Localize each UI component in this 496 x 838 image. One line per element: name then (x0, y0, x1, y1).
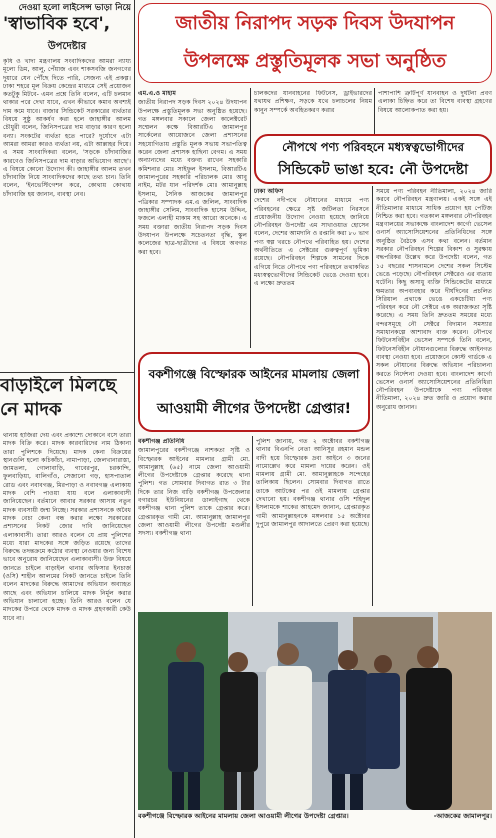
top-left-headline-line2: 'স্বাভাবিক হবে', (3, 14, 111, 34)
arrest-photo-caption: বকশীগঞ্জে বিস্ফোরক আইনের মামলায় জেলা আওয়ামী লীগের উপদেষ্টা গ্রেপ্তার। (138, 812, 349, 820)
syndicate-title-box (254, 134, 492, 184)
syndicate-col1 (254, 188, 369, 348)
main-story-title-line1: জাতীয় নিরাপদ সড়ক দিবস উদযাপন (175, 12, 455, 34)
left-lower-body: থানায় হাজিরা দেয় এবং প্রকাশ্যে দোকানে বসে তারা মাদক বিক্রি করে। মাদক কারবারিদের নাম ঠিকানা তারা পুলিশকে দিয়েছে। মাদক কেনা বিক্রয়ের স্থানগুলি হলো কচিকাঁচা, নামাপাড়া, জেলখানারাস্তা, জামতলা, গোলাবাড়ি, গাবেরপুর, চরকান্দি, ফুলবাড়িয়া, বালিগাঁও, সেজানো গড়, হাসপাতাল রোড এবং নবাবগঞ্জ, মিরপাড়া ও নবাবগঞ্জ এলাকায় মাদক বেশি পাওয়া যায় বলে এলাকাবাসী জানিয়েছেন। বর্তমানে আবার সরকার আসায় নতুন মাদক ব্যবসায়ী জন্ম নিচ্ছে। সরকার প্রশাসনকে অবৈধ মাদক বেচা কেনা বন্ধ করার লক্ষ্যে সরকারের প্রশাসনের নিকট জোর দাবি জানিয়েছেন এলাকাবাসী। তারা আরও বলেন যে প্রায় পুলিশের মধ্যে যারা মাদকের সঙ্গে জড়িত রয়েছে তাদের বিরুদ্ধে তদন্তক্রমে কঠোর ব্যবস্থা নেওয়ার জন্য বিশেষ ভাবে অনুরোধ জানিয়েছেন এলাকাবাসী। উক্ত বিষয়ে জানতে চাইলে বাড়াইল থানার অফিসার ইনচার্জ (ওসি) শাহীন আলমের নিকট জানতে চাইলে তিনি বলেন মাদকের বিরুদ্ধে আমাদের অভিযান অব্যাহত আছে এবং অভিযান চালিয়ে মাদক নির্মূল করার অভিযান চালানো হচ্ছে। তিনি আরও বলেন যে মাদকের উপরে থেকে মাদক ও মাদক গ্রহণকারী কেউ যাবে না। (3, 432, 131, 622)
arrest-col2: পুলিশ জানায়, গত ২ অক্টোবর বকশীগঞ্জ থানার বিএনপি নেতা আনিসুর রহমান মন্ডল বাদী হয়ে বিস্ফোরক দ্রব্য আইনে ৩ জনের নামোল্লেখ করে মামলা দায়ের করেন। ওই মামলায় গ্রামী মো. আমানুল্লাহকে সন্দেহের তালিকায় ছিলেন। সোমবার দিবাগত রাতে তাকে আটকের পর ওই মামলায় গ্রেপ্তার দেখানো হয়। বকশীগঞ্জ থানার ওসি শহিদুল ইসলামকে শাকের আহমেদ জানান, গ্রেপ্তারকৃত গামী আমানুল্লাহনকে মঙ্গলবার ১৫ অক্টোবর দুপুরে জামালপুর আদালতে প্রেরণ করা হয়েছে। (256, 438, 370, 528)
left-lower-headline-line1: বাড়াইলে মিলছে (0, 376, 117, 396)
main-story-col1 (138, 90, 247, 348)
arrest-photo-credit: -আজকের জামালপুর। (433, 812, 492, 820)
arrest-photo (138, 612, 492, 810)
arrest-dateline: বকশীগঞ্জ প্রতিনিধি (138, 438, 185, 445)
arrest-col1-text: জামালপুরের বকশীগঞ্জে নাশকতা সৃষ্টি ও বিস্ফোরক আইনের মামলার গ্রামী মো. আমানুল্লাহ (৬৫) নামে জেলা আওয়ামী লীগের উপদেষ্টাকে গ্রেপ্তার করেছে থানা পুলিশ। গত সোমবার দিবাগত রাত ৩ টার দিকে তার নিজ বাড়ি বকশীগঞ্জ উপজেলার বগারচর ইউনিয়নের ডালাইগাছ থেকে বকশীগঞ্জ থানা পুলিশ তাকে গ্রেপ্তার করে। গ্রেপ্তারকৃত গামী মো. আমানুল্লাহ জামালপুর জেলা আওয়ামী লীগের উপদেষ্টা মণ্ডলীর সদস্য। বকশীগঞ্জ থানা (138, 447, 250, 538)
syndicate-title-line2: সিন্ডিকেট ভাঙা হবে: নৌ উপদেষ্টা (277, 162, 469, 178)
left-divider (0, 372, 134, 373)
main-story-col1-text: জাতীয় নিরাপদ সড়ক দিবস ২০২৪ উদযাপন উপলক্ষে প্রস্তুতিমূলক সভা অনুষ্ঠিত হয়েছে। গত মঙ্গলবার সকালে জেলা কালেক্টরেট সম্মেলন কক্ষে বিআরটিএ জামালপুর সার্কেলের আয়োজনে জেলা প্রশাসনের সহযোগিতায় প্রস্তুতি মূলক সভায় সভাপতিত্ব করেন জেলা প্রশাসক হাছিনা বেগম। এ সময় অন্যান্যদের মধ্যে বক্তব্য রাখেন সহকারি কমিশনার মোঃ সাইফুল ইসলাম, বিআরটিএ জামালপুরের সহকারি পরিচালক মোঃ আবু নাইম, মটর যান পরিদর্শক মোঃ আমানুল্লাহ ইসলাম, সৈনিক আজকের জামালপুর পত্রিকার সম্পাদক এম.এ জলিল, সাংবাদিক জাহাঙ্গীর সেলিম, সাংবাদিক হাসেম উদ্দিন, ফজলে এলাহী মাকাম সহ আরো অনেকে। এ সময় বক্তারা জাতীয় নিরাপদ সড়ক দিবস উদযাপন উপলক্ষে সচেতনতা বৃদ্ধি, স্কুল কলেজের ছাত্র-ছাত্রীদের এ বিষয়ে অবগত করা হবে। (138, 99, 247, 256)
column-rule (134, 0, 135, 838)
arrest-title-line2: আওয়ামী লীগের উপদেষ্টা গ্রেপ্তার! (157, 401, 351, 417)
arrest-title-line1: বকশীগঞ্জে বিস্ফোরক আইনের মামলায় জেলা (148, 367, 360, 381)
main-story-title-line2: উপলক্ষে প্রস্তুতিমূলক সভা অনুষ্ঠিত (183, 50, 447, 72)
main-story-col3: পাশাপাশি ত্রুটিপূর্ণ যানবাহন ও দুর্ঘটনা প্রবণ এলাকা চিহ্নিত করে তা বিশেষ ব্যবস্থা গ্রহণের বিষয়ে আলোকপাত করা হয়। (378, 90, 492, 114)
syndicate-col2: সময়ে পণ্য পরিবহন নীতিমালা, ২০২৪ জারি করবে নৌপরিবহন মন্ত্রণালয়। একই সঙ্গে এই নীতিমালার মাধ্যমে সাধিক প্রয়োগ হয় পেটিজ নিশ্চিত করা হবে। গতকাল মঙ্গলবার নৌপরিবহন মন্ত্রণালয়ের সভাকক্ষে বাংলাদেশ কার্গো ভেসেল ওনার্স অ্যাসোসিয়েশনের প্রতিনিধিদের সঙ্গে অনুষ্ঠিত বৈঠকে এসব কথা বলেন। বর্তমান সরকার নৌপরিবহন শিল্পের বিকাশ ও সুরক্ষায় বদ্ধপরিকর উল্লেখ করে উপদেষ্টা বলেন, গত ১৫ বছরের শাসনামলে দেশের সকল সিস্টেম ভেঙে পড়েছে। নৌপরিবহন সেক্টরেও এর ব্যত্যয় ঘটেনি। কিছু অসাধু ব্যক্তি সিন্ডিকেটের মাধ্যমে ক্ষমতার অপব্যবহার করে দীর্ঘদিনের প্রচলিত সিরিয়াল প্রথাকে ভেঙে একচেটিয়া পণ্য পরিবহন করে নৌ সেক্টরে এক অরাজকতা সৃষ্টি করেছে। এ সময় তিনি দ্রুততম সময়ের মধ্যে বন্দরসমূহে নৌ সেক্টরে বিদ্যমান সমস্যার সমাধানকল্পে আশাবাদ ব্যক্ত করেন। নৌপথে ফিটনেসবিহীন ভেসেল সম্পর্কে তিনি বলেন, ফিটনেসবিহীন নৌযানগুলোর বিরুদ্ধে আইনগত ব্যবস্থা নেওয়া হবে। প্রয়োজনে কোস্ট গার্ডকে এ সকল নৌযানের বিরুদ্ধে অভিযান পরিচালনা করতে নির্দেশনা দেওয়া হবে। বাংলাদেশ কার্গো ভেসেল ওনার্স অ্যাসোসিয়েশনের প্রতিনিধিরা নৌপরিবহন উপদেষ্টাকে পণ্য পরিবহন নীতিমালা, ২০২৪ দ্রুত জারি ও প্রয়োগ করার অনুরোধ জানান। (376, 188, 492, 411)
arrest-col-rule (252, 436, 253, 606)
top-left-headline-line1: দেওয়া হলো লাইসেন্স ভাড়া নিয়ে (18, 3, 131, 13)
arrest-col1 (138, 438, 250, 608)
main-col-rule-2 (374, 88, 375, 134)
syndicate-col1-text: দেশের নদীপথে নৌযানের মাধ্যমে পণ্য পরিবহনের ক্ষেত্রে সৃষ্ট জটিলতা নিরসনে প্রয়োজনীয় উদ্যোগ নেওয়া হয়েছে জানিয়ে নৌপরিবহন উপদেষ্টা এম সাখাওয়াত হোসেন বলেন, দেশের আমদানি ও রপ্তানি করা ৮০ ভাগ পণ্য স্বল্প খরচে নৌপথে পরিবাহিত হয়। দেশের অর্থনীতিতে এ সেক্টরের গুরুত্বপূর্ণ ভূমিকা রয়েছে। নৌপরিবহন শিল্পকে সামনের দিকে এগিয়ে নিতে নৌপথে পণ্য পরিবহনে তথাকথিত মধ্যস্বত্বভোগীদের সিন্ডিকেট ভেঙে দেওয়া হবে। এ লক্ষ্যে দ্রুততম (254, 197, 369, 288)
left-lower-headline-line2: নে মাদক (0, 400, 62, 420)
top-left-body: কৃষি ও খাদ্য মন্ত্রণালয় সংবাদিকদের আমরা ন্যায্য মূল্যে ডিম, আলু, পেঁয়াজ এবং শাকসবজি জনগণের দুয়ারে যেন পৌঁছে দিতে পারি, সেজন্য এই প্রকল্প। ঢাকা শহরে মূল বিক্রয় কেন্দ্রের মাধ্যমে সেই প্রয়োজন কতটুকু মিটবে- এমন প্রশ্নে তিনি বলেন, এটি চলমান থাকার পরে দেখা যাবে, এখন কীভাবে কমাব অবশ্যই দাম কমে যাবে। বাজার সিন্ডিকেট সরকারের ব্যর্থতার বিষয়ে সুষ্ঠু আকর্ষণ করা হলে জাহাঙ্গীর আলম চৌধুরী বলেন, জিনিসপত্রের দাম বাড়ার কারণ হলো বন্যা। সংকটের ব্যর্থতা হতে পারে? দুর্যোগে এটা আমরা আমরা কারও ব্যর্থতা নয়, এটা আল্লাহর দিয়ে। এ সময় সাংবাদিকরা বলেন, 'সড়কে চাঁদাবাজির কারণেও জিনিসপত্রের দাম বাড়ার অভিযোগ আছে'। এ বিষয়ে কোনো উদ্যোগ কী। জাহাঙ্গীর আলম তখন চাঁদাবাজি নিয়ে সাংবাদিকদের কাছে তথ্য চান। তিনি বলেন, 'ইনভেস্টিগেশন করে, কোথায় কোথায় চাঁদাবাজি হয় জানান, ব্যবস্থা নেব। (3, 58, 131, 198)
syndicate-dateline: ঢাকা অফিস (254, 188, 284, 195)
main-story-title-box (138, 3, 492, 83)
top-left-headline-line3: উপদেষ্টার (47, 41, 87, 52)
main-story-col2: চালকদের যানবাহনের ফিটনেস, ড্রাইভারদের যথাযথ প্রশিক্ষণ, সড়কে যথে চলাচলের নিয়ম কানুন সম্পর্কে অবহিতকরণ করার (254, 90, 372, 114)
arrest-title-box (138, 352, 370, 432)
syndicate-col-rule (372, 186, 373, 606)
main-story-dateline: এম.এ.ও মাহাম (138, 90, 176, 97)
syndicate-title-line1: নৌপথে পণ্য পরিবহনে মধ্যস্বত্বভোগীদের (282, 140, 464, 154)
main-col-rule-1 (250, 88, 251, 348)
